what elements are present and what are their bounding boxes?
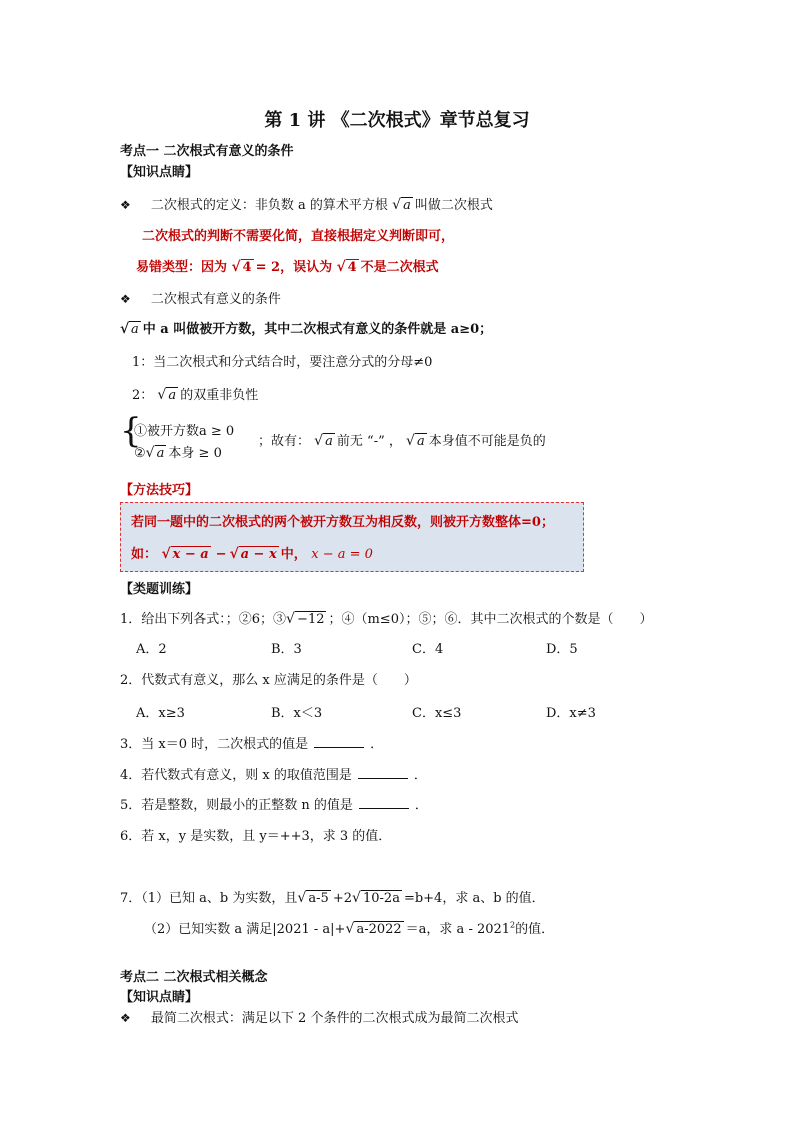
bullet-simplest-radical: ❖ 最简二次根式：满足以下 2 个条件的二次根式成为最简二次根式 (120, 1011, 519, 1026)
note-judgement: 二次根式的判断不需要化简，直接根据定义判断即可， (142, 229, 455, 244)
sqrt-a-icon: √ a (157, 388, 178, 403)
q1-option-d: D．5 (546, 642, 578, 657)
q1-option-c: C．4 (412, 642, 444, 657)
answer-blank (359, 796, 409, 809)
q1-option-b: B．3 (271, 642, 302, 657)
bullet-icon: ❖ (120, 198, 131, 212)
q2-option-d: D．x≠3 (546, 706, 596, 721)
q2-option-b: B．x＜3 (271, 706, 323, 721)
sqrt-a-icon: √ a (314, 434, 335, 449)
bullet-icon: ❖ (120, 292, 131, 306)
method-example: 如： √ x − a −√ a − x 中， x − a = 0 (131, 543, 373, 562)
q1-option-a: A．2 (136, 642, 167, 657)
question-4: 4．若代数式有意义，则 x 的取值范围是 ． (120, 768, 427, 783)
sqrt-icon: √ a-2022 (345, 922, 403, 937)
sqrt-icon: √ 10-2a (352, 891, 402, 906)
sqrt-a-icon: √ a (406, 434, 427, 449)
bullet-definition: ❖ 二次根式的定义：非负数 a 的算术平方根 √ a 叫做二次根式 (120, 194, 493, 213)
brace-line-1: ①被开方数a ≥ 0 (134, 424, 235, 439)
question-2: 2．代数式有意义，那么 x 应满足的条件是（ ） (120, 673, 417, 688)
left-brace: { (120, 411, 142, 451)
condition-text: √ a 中 a 叫做被开方数，其中二次根式有意义的条件就是 a≥0； (120, 318, 492, 337)
section1-heading: 考点一 二次根式有意义的条件 (120, 144, 294, 159)
sqrt-4-icon: √ 4 (337, 260, 359, 275)
bullet-condition: ❖ 二次根式有意义的条件 (120, 292, 281, 307)
method-label: 【方法技巧】 (120, 483, 199, 498)
question-5: 5．若是整数，则最小的正整数 n 的值是 ． (120, 798, 428, 813)
question-7a: 7．（1）已知 a、b 为实数，且√ a-5 +2√ 10-2a =b+4，求 a、b 的值． (120, 887, 545, 906)
sqrt-icon: √ a-5 (297, 891, 330, 906)
question-3: 3．当 x＝0 时，二次根式的值是 ． (120, 737, 384, 752)
sqrt-icon: √ x − a (162, 547, 211, 562)
sqrt-a-icon: √ a (392, 198, 413, 213)
bullet-icon: ❖ (120, 1011, 131, 1025)
answer-blank (358, 766, 408, 779)
method-box (120, 502, 584, 572)
sqrt-icon: √ −12 (286, 612, 326, 627)
condition-1: 1：当二次根式和分式结合时，要注意分式的分母≠0 (132, 355, 433, 370)
sqrt-4-icon: √ 4 (232, 260, 254, 275)
answer-blank (314, 735, 364, 748)
training-label: 【类题训练】 (120, 582, 199, 597)
brace-conclusion: ；故有： √ a 前无 “-” ， √ a 本身值不可能是负的 (258, 430, 546, 449)
sqrt-a-icon: √ a (120, 322, 141, 337)
question-1: 1．给出下列各式：；②6；③√ −12 ；④（m≤0）；⑤；⑥．其中二次根式的个数是（ ） (120, 608, 652, 627)
condition-2: 2： √ a 的双重非负性 (132, 384, 258, 403)
note-common-error: 易错类型：因为 √ 4 = 2，误认为 √ 4 不是二次根式 (136, 256, 439, 275)
sqrt-icon: √ a − x (230, 547, 279, 562)
sqrt-a-icon: √ a (146, 446, 167, 461)
section2-heading: 考点二 二次根式相关概念 (120, 970, 268, 985)
section1-knowledge-label: 【知识点睛】 (120, 165, 199, 180)
page-title: 第 1 讲 《二次根式》章节总复习 (264, 110, 530, 131)
q2-option-a: A．x≥3 (136, 706, 185, 721)
q2-option-c: C．x≤3 (412, 706, 462, 721)
question-7b: （2）已知实数 a 满足|2021 - a|+√ a-2022 ＝a，求 a - 2021$^2$的值． (144, 918, 554, 937)
question-6: 6．若 x，y 是实数，且 y＝++3，求 3 的值． (120, 829, 392, 844)
method-text: 若同一题中的二次根式的两个被开方数互为相反数，则被开方数整体=0； (131, 515, 554, 530)
brace-line-2: ②√ a 本身 ≥ 0 (134, 442, 222, 461)
section2-knowledge-label: 【知识点睛】 (120, 990, 199, 1005)
